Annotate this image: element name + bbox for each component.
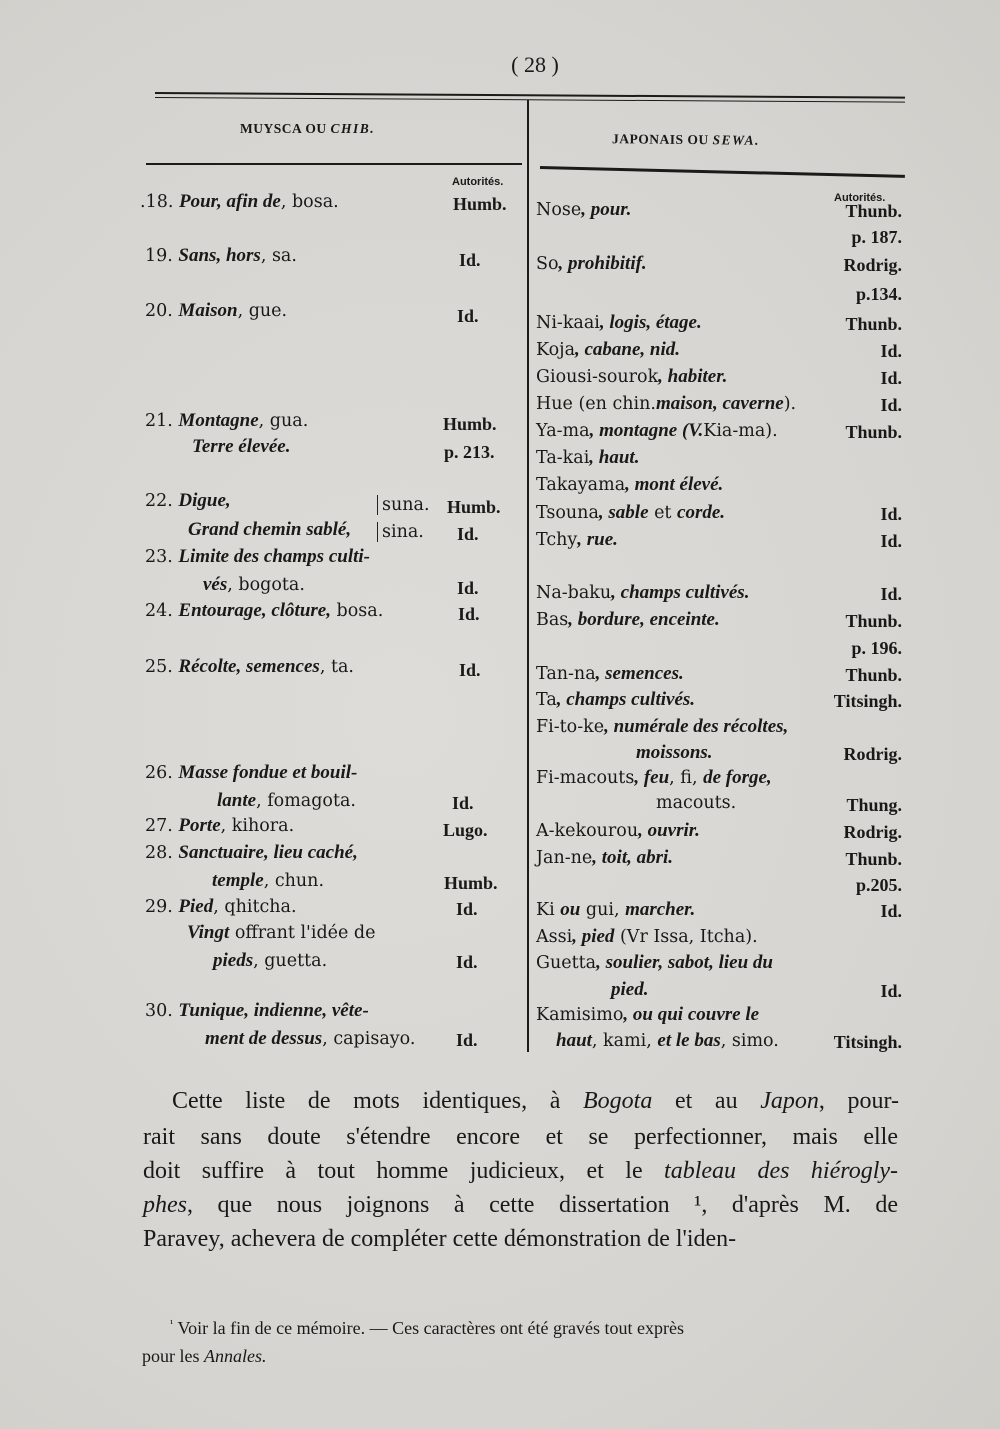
entry-26 [145, 762, 357, 784]
entry-29-line2 [187, 922, 376, 944]
right-line-authority: Thung. [846, 795, 902, 815]
entry-meaning: moissons. [636, 742, 713, 763]
entry-word: , bogota. [227, 575, 305, 595]
entry-meaning: , rue. [577, 529, 618, 550]
right-line [536, 366, 727, 388]
entry-word: Nose [536, 200, 582, 220]
entry-23 [145, 546, 370, 568]
entry-20 [145, 300, 287, 322]
entry-number: .18. [140, 192, 174, 212]
entry-21 [145, 410, 308, 432]
footnote-italic: Annales. [204, 1346, 267, 1366]
right-line-authority: Id. [880, 504, 902, 524]
entry-29 [145, 896, 297, 918]
entry-21-line2 [192, 436, 290, 458]
entry-word: Na-baku [536, 583, 612, 603]
entry-word: Giousi-sourok [536, 367, 659, 387]
paragraph-italic: Japon [760, 1088, 819, 1114]
entry-meaning: Montagne [178, 410, 259, 431]
entry-24-authority: Id. [458, 604, 480, 624]
left-title-italic: CHIB. [330, 121, 376, 136]
entry-word: Bas [536, 610, 569, 630]
right-line [536, 952, 773, 974]
entry-meaning: , pied [572, 926, 615, 947]
entry-19-authority: Id. [459, 250, 481, 270]
column-divider [527, 100, 529, 1052]
left-title-plain: MUYSCA OU [240, 121, 331, 136]
paragraph-italic: Bogota [583, 1088, 653, 1114]
entry-29-authority: Id. [456, 899, 478, 919]
entry-word: , ta. [319, 657, 354, 677]
entry-meaning: Vingt [187, 922, 230, 943]
entry-word: , kami, [591, 1031, 658, 1051]
footnote-line-1 [170, 1318, 684, 1339]
entry-word: Ki [536, 900, 561, 920]
entry-25 [145, 656, 354, 678]
entry-30 [145, 1000, 369, 1022]
paragraph-text: Cette liste de mots identiques, à [172, 1088, 584, 1114]
entry-meaning: , numérale des récoltes, [604, 716, 789, 737]
right-line-authority: p.205. [855, 875, 902, 895]
right-title-italic: SEWA. [712, 132, 761, 148]
entry-meaning: Maison [178, 300, 238, 321]
paragraph-line [143, 1124, 898, 1151]
right-line [536, 474, 723, 496]
right-line-authority: Titsingh. [833, 1032, 902, 1052]
entry-number: 24. [145, 601, 173, 621]
right-line [536, 609, 720, 631]
entry-meaning: ment de dessus [205, 1028, 323, 1049]
entry-word: Tchy [536, 530, 578, 550]
entry-meaning: , toit, abri. [592, 847, 674, 868]
entry-meaning: Sans, hors [178, 245, 261, 266]
entry-30-line2 [205, 1028, 415, 1050]
right-line [656, 793, 736, 813]
right-line [536, 899, 695, 921]
right-line-authority: Thunb. [845, 665, 902, 685]
entry-word: ). [783, 394, 797, 414]
entry-word: Kamisimo [536, 1005, 624, 1025]
paragraph-italic: tableau des hiérogly- [664, 1158, 899, 1184]
entry-word: suna. [382, 495, 430, 515]
right-line-authority: Id. [880, 531, 902, 551]
entry-meaning: , cabane, nid. [575, 339, 681, 360]
right-line-authority: Id. [880, 901, 902, 921]
entry-23-authority: Id. [457, 578, 479, 598]
entry-number: 29. [145, 897, 173, 917]
left-column-title [240, 121, 375, 137]
entry-number: 30. [145, 1001, 173, 1021]
entry-meaning: Masse fondue et bouil- [178, 762, 358, 783]
entry-meaning: , sable [598, 502, 649, 523]
entry-meaning: de forge, [703, 767, 772, 788]
entry-18 [140, 191, 339, 213]
entry-meaning: , montagne (V. [589, 420, 704, 441]
right-line-authority: Id. [880, 368, 902, 388]
right-line-authority: Thunb. [845, 422, 902, 442]
entry-27 [145, 815, 294, 837]
entry-word: , gua. [258, 411, 309, 431]
paragraph-text: Paravey, achevera de compléter cette démonstration de l'iden- [143, 1226, 737, 1252]
entry-word: Ta-kai [536, 448, 590, 468]
right-line-authority: Thunb. [845, 849, 902, 869]
entry-meaning: , haut. [589, 447, 640, 468]
entry-23-line2 [203, 574, 305, 596]
entry-21-page-ref: p. 213. [444, 442, 495, 462]
entry-meaning: marcher. [625, 899, 696, 920]
entry-word: , simo. [720, 1031, 779, 1051]
entry-word: Hue (en chin. [536, 394, 656, 414]
entry-meaning: , pour. [581, 199, 632, 220]
entry-word: A-kekourou [536, 821, 639, 841]
right-line-authority: Thunb. [845, 611, 902, 631]
right-line-authority: p. 187. [851, 227, 902, 247]
entry-meaning: , champs cultivés. [611, 582, 750, 603]
right-line [556, 1030, 779, 1052]
paragraph-line [172, 1088, 899, 1115]
entry-number: 27. [145, 816, 173, 836]
entry-meaning: Récolte, semences [178, 656, 320, 677]
entry-29-line3 [213, 950, 327, 972]
entry-meaning: et le bas [657, 1030, 721, 1051]
entry-word: Fi-macouts [536, 768, 635, 788]
footnote-text: pour les [142, 1346, 204, 1366]
paragraph-line [143, 1226, 898, 1253]
entry-22-authority-2: Id. [457, 524, 479, 544]
entry-meaning: , mont élevé. [625, 474, 724, 495]
entry-meaning: Terre élevée. [192, 436, 291, 457]
entry-29-authority-2: Id. [456, 952, 478, 972]
entry-meaning: , prohibitif. [558, 253, 647, 274]
right-line [536, 253, 647, 275]
paragraph-text: et au [652, 1088, 761, 1114]
right-line [536, 502, 725, 524]
right-line-authority: Thunb. [845, 201, 902, 221]
entry-meaning: Grand chemin sablé, [188, 519, 352, 540]
entry-word: Tsouna [536, 503, 599, 523]
entry-meaning: ou [560, 899, 581, 920]
right-line-authority: Rodrig. [843, 255, 902, 275]
entry-meaning: Entourage, clôture, [178, 600, 331, 621]
entry-meaning: Pied [178, 896, 214, 917]
entry-22-authority: Humb. [447, 497, 501, 517]
footnote-line-2 [142, 1346, 267, 1367]
entry-word: , sa. [260, 246, 297, 266]
footnote-text: Voir la fin de ce mémoire. — Ces caractères ont été gravés tout exprès [173, 1318, 684, 1338]
paragraph-text: , que nous joignons à cette dissertation ¹, d'après M. de [187, 1192, 898, 1218]
entry-word: Fi-to-ke [536, 717, 605, 737]
entry-27-authority: Lugo. [443, 820, 488, 840]
entry-meaning: Tunique, indienne, vête- [178, 1000, 369, 1021]
entry-18-authority: Humb. [453, 194, 507, 214]
entry-meaning: maison, caverne [655, 393, 784, 414]
right-line [536, 339, 680, 361]
right-line-authority: Id. [880, 341, 902, 361]
entry-meaning: corde. [677, 502, 726, 523]
right-line-authority: Id. [880, 584, 902, 604]
entry-22-line2 [188, 519, 351, 541]
entry-meaning: , feu [634, 767, 670, 788]
entry-26-line2 [217, 790, 356, 812]
entry-21-authority: Humb. [443, 414, 497, 434]
entry-22-brace-word-1 [377, 495, 430, 515]
footnote-marker: ¹ [170, 1318, 174, 1330]
entry-word: Guetta [536, 953, 597, 973]
entry-19 [145, 245, 297, 267]
entry-word: , bosa. [280, 192, 339, 212]
right-line-authority: p. 196. [851, 638, 902, 658]
right-column-title [612, 131, 760, 149]
entry-word: , gue. [237, 301, 288, 321]
paragraph-text: rait sans doute s'étendre encore et se perfectionner, mais elle [143, 1124, 898, 1150]
entry-meaning: , ou qui couvre le [623, 1004, 760, 1025]
entry-28 [145, 842, 358, 864]
right-line [536, 1004, 759, 1026]
entry-meaning: temple [212, 870, 264, 891]
right-line [536, 689, 695, 711]
entry-word: sina. [382, 522, 424, 542]
entry-word: gui, [580, 900, 626, 920]
entry-word: bosa. [330, 601, 384, 621]
entry-word: Koja [536, 340, 575, 360]
entry-meaning: Porte [178, 815, 221, 836]
right-authorities-header: Autorités. [834, 192, 886, 204]
right-line-authority: p.134. [855, 284, 902, 304]
right-line-authority: Rodrig. [843, 744, 902, 764]
entry-28-authority: Humb. [444, 873, 498, 893]
right-line-authority: Rodrig. [843, 822, 902, 842]
right-header-rule [540, 166, 905, 178]
entry-meaning: Digue, [178, 490, 231, 511]
entry-meaning: vés [203, 574, 228, 595]
right-line [536, 393, 796, 415]
entry-meaning: , semences. [595, 663, 684, 684]
entry-20-authority: Id. [457, 306, 479, 326]
right-line [536, 582, 749, 604]
entry-28-line2 [212, 870, 324, 892]
right-line-authority: Thunb. [845, 314, 902, 334]
entry-30-authority: Id. [456, 1030, 478, 1050]
entry-word: Ni-kaai [536, 313, 600, 333]
entry-word: Jan-ne [536, 848, 593, 868]
entry-22 [145, 490, 231, 512]
entry-word: , capisayo. [322, 1029, 416, 1049]
entry-word: So [536, 254, 559, 274]
entry-meaning: Limite des champs culti- [178, 546, 370, 567]
entry-number: 26. [145, 763, 173, 783]
entry-meaning: Pour, afin de [178, 191, 281, 212]
entry-word: , fomagota. [256, 791, 356, 811]
entry-word: Tan-na [536, 664, 596, 684]
entry-22-brace-word-2 [377, 522, 424, 542]
entry-word: macouts. [656, 793, 737, 813]
entry-word: Kia-ma). [703, 421, 778, 441]
paragraph-italic: phes [143, 1192, 187, 1218]
entry-meaning: Sanctuaire, lieu caché, [178, 842, 358, 863]
entry-number: 22. [145, 491, 173, 511]
entry-meaning: , bordure, enceinte. [568, 609, 720, 630]
entry-word: , fi, [669, 768, 704, 788]
entry-word: Ta [536, 690, 557, 710]
entry-meaning: pieds [213, 950, 254, 971]
entry-meaning: , logis, étage. [599, 312, 702, 333]
paragraph-line [143, 1192, 898, 1219]
entry-word: , kihora. [220, 816, 295, 836]
left-header-rule [146, 163, 522, 165]
entry-word: et [648, 503, 678, 523]
entry-word: offrant l'idée de [229, 923, 376, 943]
entry-meaning: , soulier, sabot, lieu du [596, 952, 773, 973]
right-line [536, 199, 631, 221]
right-line-authority: Id. [880, 981, 902, 1001]
entry-number: 23. [145, 547, 173, 567]
entry-word: Takayama [536, 475, 626, 495]
entry-number: 19. [145, 246, 173, 266]
right-line-authority: Id. [880, 395, 902, 415]
entry-meaning: pied. [611, 979, 649, 1000]
entry-word: , qhitcha. [213, 897, 297, 917]
right-line [536, 716, 788, 738]
entry-word: Ya-ma [536, 421, 590, 441]
entry-number: 25. [145, 657, 173, 677]
paragraph-text: doit suffire à tout homme judicieux, et le [143, 1158, 665, 1184]
entry-25-authority: Id. [459, 660, 481, 680]
right-line [536, 312, 702, 334]
paragraph-text: , pour- [818, 1088, 899, 1114]
entry-meaning: lante [217, 790, 257, 811]
right-line-authority: Titsingh. [833, 691, 902, 711]
right-line [536, 847, 673, 869]
entry-meaning: , habiter. [658, 366, 728, 387]
entry-word: Assi [536, 927, 573, 947]
right-line [536, 529, 618, 551]
entry-meaning: , champs cultivés. [556, 689, 696, 710]
entry-meaning: haut [556, 1030, 592, 1051]
entry-number: 20. [145, 301, 173, 321]
entry-number: 21. [145, 411, 173, 431]
right-line [536, 767, 772, 789]
left-authorities-header: Autorités. [452, 176, 504, 188]
entry-24 [145, 600, 383, 622]
entry-number: 28. [145, 843, 173, 863]
right-line [536, 420, 778, 442]
paragraph-line [143, 1158, 898, 1185]
right-title-plain: JAPONAIS OU [611, 131, 713, 148]
right-line [611, 979, 648, 1001]
page-number: ( 28 ) [511, 52, 559, 77]
entry-26-authority: Id. [452, 793, 474, 813]
right-line [536, 447, 639, 469]
right-line [536, 926, 758, 948]
right-line [536, 820, 700, 842]
entry-word: , chun. [263, 871, 325, 891]
entry-meaning: , ouvrir. [638, 820, 700, 841]
entry-word: , guetta. [253, 951, 328, 971]
entry-word: (Vr Issa, Itcha). [614, 927, 758, 947]
right-line [536, 663, 684, 685]
right-line [636, 742, 713, 764]
